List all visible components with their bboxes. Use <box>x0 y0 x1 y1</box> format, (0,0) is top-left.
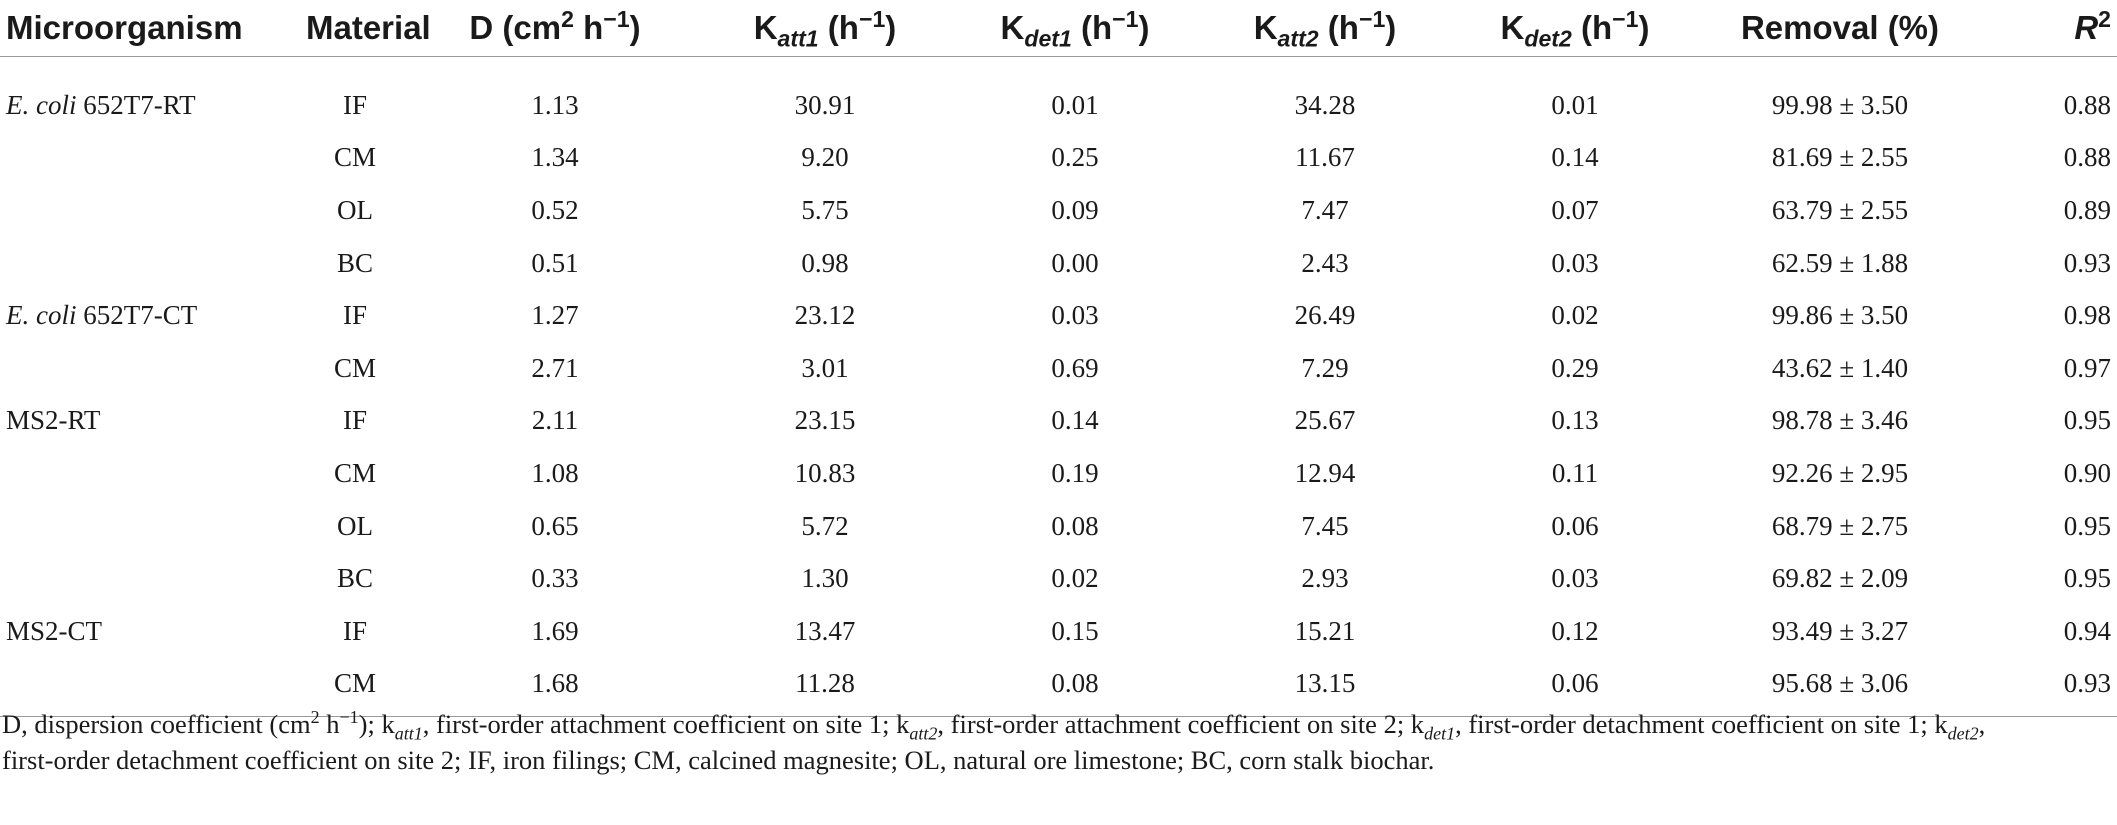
table-row <box>0 447 2117 500</box>
cell-r-squared: 0.98 <box>2063 300 2111 331</box>
cell-removal: 63.79 ± 2.55 <box>1771 194 1909 225</box>
table-row <box>0 342 2117 395</box>
cell-dispersion: 1.13 <box>531 89 579 120</box>
cell-microorganism <box>0 184 300 237</box>
cell-dispersion: 0.52 <box>531 194 579 225</box>
table-row <box>0 500 2117 553</box>
microorganism-genus: E. coli <box>6 300 77 331</box>
footnote-part: ); k <box>358 709 395 739</box>
header-kdet2-sub: det2 <box>1524 25 1572 52</box>
table-row <box>0 605 2117 658</box>
header-katt2-close: ) <box>1385 9 1397 46</box>
cell-removal: 98.78 ± 3.46 <box>1771 405 1909 436</box>
cell-katt2: 34.28 <box>1294 89 1356 120</box>
cell-material: OL <box>337 510 373 541</box>
cell-katt1: 5.72 <box>801 510 849 541</box>
footnote-sub: att2 <box>909 723 938 744</box>
cell-dispersion: 0.51 <box>531 247 579 278</box>
header-kdet2-base: K <box>1500 9 1525 46</box>
cell-katt1: 5.75 <box>801 194 849 225</box>
cell-kdet1: 0.19 <box>1051 457 1099 488</box>
cell-katt1: 23.15 <box>794 405 856 436</box>
cell-r-squared: 0.95 <box>2063 510 2111 541</box>
footnote-line-2: first-order detachment coefficient on site 2; IF, iron filings; CM, calcined magnesite; OL, natural ore limestone; BC, corn stalk biochar. <box>2 745 1435 775</box>
cell-katt1: 23.12 <box>794 300 856 331</box>
header-kdet1-unit: (h <box>1071 9 1113 46</box>
cell-katt2: 12.94 <box>1294 457 1356 488</box>
header-d-sup: 2 <box>561 6 574 32</box>
header-katt2-sub: att2 <box>1277 25 1319 52</box>
cell-microorganism <box>0 500 300 553</box>
microorganism-strain: 652T7-CT <box>76 300 198 331</box>
header-kdet2 <box>1450 0 1700 57</box>
cell-katt1: 9.20 <box>801 142 849 173</box>
cell-kdet1: 0.02 <box>1051 563 1099 594</box>
header-removal-text: Removal (%) <box>1740 9 1940 46</box>
cell-dispersion: 2.71 <box>531 352 579 383</box>
header-kdet2-unit-sup: −1 <box>1612 6 1639 32</box>
cell-dispersion: 1.69 <box>531 615 579 646</box>
cell-kdet2: 0.29 <box>1551 352 1599 383</box>
header-kdet1-base: K <box>1000 9 1025 46</box>
cell-kdet1: 0.01 <box>1051 89 1099 120</box>
cell-material: CM <box>333 142 377 173</box>
footnote-part: D, dispersion coefficient (cm <box>2 709 311 739</box>
cell-dispersion: 1.68 <box>531 668 579 699</box>
cell-material: IF <box>342 405 367 436</box>
header-kdet1-close: ) <box>1138 9 1150 46</box>
footnote-sub: det1 <box>1424 723 1456 744</box>
cell-kdet1: 0.15 <box>1051 615 1099 646</box>
cell-katt2: 7.29 <box>1301 352 1349 383</box>
cell-removal: 99.86 ± 3.50 <box>1771 300 1909 331</box>
cell-r-squared: 0.95 <box>2063 563 2111 594</box>
cell-dispersion: 1.34 <box>531 142 579 173</box>
header-r2-base: R <box>2074 9 2099 46</box>
cell-removal: 43.62 ± 1.40 <box>1771 352 1909 383</box>
microorganism-strain: 652T7-RT <box>76 89 196 120</box>
footnote-sup: −1 <box>339 707 359 728</box>
header-removal <box>1700 0 1980 57</box>
cell-kdet2: 0.12 <box>1551 615 1599 646</box>
cell-r-squared: 0.88 <box>2063 89 2111 120</box>
header-katt1-sub: att1 <box>777 25 819 52</box>
header-kdet1-sub: det1 <box>1024 25 1072 52</box>
cell-r-squared: 0.97 <box>2063 352 2111 383</box>
cell-katt1: 0.98 <box>801 247 849 278</box>
cell-material: BC <box>336 563 374 594</box>
footnote-line-1 <box>2 706 2112 742</box>
header-r2-sup: 2 <box>2098 6 2111 32</box>
header-kdet2-close: ) <box>1638 9 1650 46</box>
cell-material: OL <box>337 194 373 225</box>
footnote-part: , first-order attachment coefficient on site 1; k <box>422 709 910 739</box>
header-kdet2-unit: (h <box>1571 9 1613 46</box>
microorganism-strain: MS2-RT <box>6 405 101 436</box>
table-row <box>0 289 2117 342</box>
cell-dispersion: 0.65 <box>531 510 579 541</box>
cell-material: BC <box>336 247 374 278</box>
cell-kdet1: 0.69 <box>1051 352 1099 383</box>
cell-kdet2: 0.03 <box>1551 247 1599 278</box>
header-katt2-base: K <box>1253 9 1278 46</box>
cell-kdet1: 0.08 <box>1051 668 1099 699</box>
table-row <box>0 132 2117 185</box>
header-microorganism-text: Microorganism <box>6 9 243 46</box>
cell-kdet2: 0.02 <box>1551 300 1599 331</box>
cell-katt1: 3.01 <box>801 352 849 383</box>
cell-katt2: 2.43 <box>1301 247 1349 278</box>
header-katt2 <box>1200 0 1450 57</box>
cell-removal: 62.59 ± 1.88 <box>1771 247 1909 278</box>
cell-r-squared: 0.95 <box>2063 405 2111 436</box>
cell-katt1: 10.83 <box>794 457 856 488</box>
cell-material: IF <box>342 89 367 120</box>
footnote-sub: det2 <box>1947 723 1979 744</box>
header-material-text: Material <box>306 9 431 46</box>
cell-r-squared: 0.93 <box>2063 668 2111 699</box>
cell-r-squared: 0.94 <box>2063 615 2111 646</box>
cell-microorganism <box>0 57 300 132</box>
header-kdet1 <box>950 0 1200 57</box>
cell-katt1: 11.28 <box>795 668 855 699</box>
cell-katt2: 7.45 <box>1301 510 1349 541</box>
header-row <box>0 0 2117 57</box>
footnote-part: , <box>1978 709 1986 739</box>
microorganism-strain: MS2-CT <box>6 615 103 646</box>
cell-kdet1: 0.03 <box>1051 300 1099 331</box>
cell-kdet2: 0.11 <box>1551 457 1599 488</box>
cell-microorganism <box>0 289 300 342</box>
cell-material: IF <box>342 300 367 331</box>
header-kdet1-unit-sup: −1 <box>1112 6 1139 32</box>
cell-r-squared: 0.89 <box>2063 194 2111 225</box>
cell-removal: 68.79 ± 2.75 <box>1771 510 1909 541</box>
cell-kdet2: 0.13 <box>1551 405 1599 436</box>
cell-removal: 92.26 ± 2.95 <box>1771 457 1909 488</box>
table-row <box>0 552 2117 605</box>
cell-kdet2: 0.07 <box>1551 194 1599 225</box>
cell-kdet2: 0.06 <box>1551 668 1599 699</box>
cell-kdet1: 0.25 <box>1051 142 1099 173</box>
cell-katt1: 1.30 <box>801 563 849 594</box>
cell-material: CM <box>333 352 377 383</box>
cell-material: CM <box>333 668 377 699</box>
cell-katt2: 7.47 <box>1301 194 1349 225</box>
header-katt1-unit: (h <box>818 9 859 46</box>
cell-microorganism <box>0 552 300 605</box>
header-katt1-close: ) <box>885 9 897 46</box>
cell-katt2: 25.67 <box>1294 405 1356 436</box>
cell-katt2: 15.21 <box>1294 615 1356 646</box>
table-body <box>0 57 2117 717</box>
cell-kdet1: 0.08 <box>1051 510 1099 541</box>
cell-microorganism <box>0 342 300 395</box>
cell-kdet1: 0.00 <box>1051 247 1099 278</box>
cell-kdet2: 0.06 <box>1551 510 1599 541</box>
header-d-unit: h <box>573 9 604 46</box>
table-row <box>0 395 2117 448</box>
table-header <box>0 0 2117 57</box>
header-katt2-unit-sup: −1 <box>1358 6 1386 32</box>
cell-kdet2: 0.14 <box>1551 142 1599 173</box>
cell-dispersion: 0.33 <box>531 563 579 594</box>
cell-katt2: 11.67 <box>1295 142 1355 173</box>
cell-r-squared: 0.90 <box>2063 457 2111 488</box>
header-katt1-unit-sup: −1 <box>858 6 886 32</box>
cell-kdet2: 0.01 <box>1551 89 1599 120</box>
cell-microorganism <box>0 237 300 290</box>
cell-katt1: 30.91 <box>794 89 856 120</box>
cell-r-squared: 0.93 <box>2063 247 2111 278</box>
header-microorganism <box>0 0 300 57</box>
cell-removal: 81.69 ± 2.55 <box>1771 142 1909 173</box>
cell-material: CM <box>333 457 377 488</box>
cell-katt2: 13.15 <box>1294 668 1356 699</box>
header-material <box>300 0 431 57</box>
footnote-part: , first-order detachment coefficient on site 1; k <box>1455 709 1948 739</box>
table-row <box>0 237 2117 290</box>
cell-kdet1: 0.09 <box>1051 194 1099 225</box>
cell-removal: 99.98 ± 3.50 <box>1771 89 1909 120</box>
cell-microorganism <box>0 132 300 185</box>
header-katt2-unit: (h <box>1318 9 1359 46</box>
cell-dispersion: 2.11 <box>531 405 579 436</box>
microorganism-genus: E. coli <box>6 89 77 120</box>
cell-material: IF <box>342 615 367 646</box>
cell-removal: 93.49 ± 3.27 <box>1771 615 1909 646</box>
footnote-part: , first-order attachment coefficient on site 2; k <box>937 709 1425 739</box>
cell-dispersion: 1.27 <box>531 300 579 331</box>
cell-microorganism <box>0 447 300 500</box>
header-katt1-base: K <box>753 9 778 46</box>
table-row <box>0 184 2117 237</box>
cell-microorganism <box>0 395 300 448</box>
cell-dispersion: 1.08 <box>531 457 579 488</box>
header-d-base: D (cm <box>469 9 562 46</box>
cell-katt2: 2.93 <box>1301 563 1349 594</box>
footnote-sup: 2 <box>310 707 320 728</box>
cell-removal: 95.68 ± 3.06 <box>1771 668 1909 699</box>
cell-katt1: 13.47 <box>794 615 856 646</box>
header-dispersion <box>410 0 700 57</box>
footnote-part: h <box>319 709 340 739</box>
cell-katt2: 26.49 <box>1294 300 1356 331</box>
table-footnote <box>2 706 2112 778</box>
header-katt1 <box>700 0 950 57</box>
cell-r-squared: 0.88 <box>2063 142 2111 173</box>
cell-microorganism <box>0 605 300 658</box>
table-row <box>0 57 2117 132</box>
cell-removal: 69.82 ± 2.09 <box>1771 563 1909 594</box>
footnote-sub: att1 <box>394 723 423 744</box>
cell-kdet2: 0.03 <box>1551 563 1599 594</box>
header-d-unit-sup: −1 <box>603 6 630 32</box>
header-r-squared <box>1980 0 2117 57</box>
cell-kdet1: 0.14 <box>1051 405 1099 436</box>
header-d-close: ) <box>629 9 641 46</box>
